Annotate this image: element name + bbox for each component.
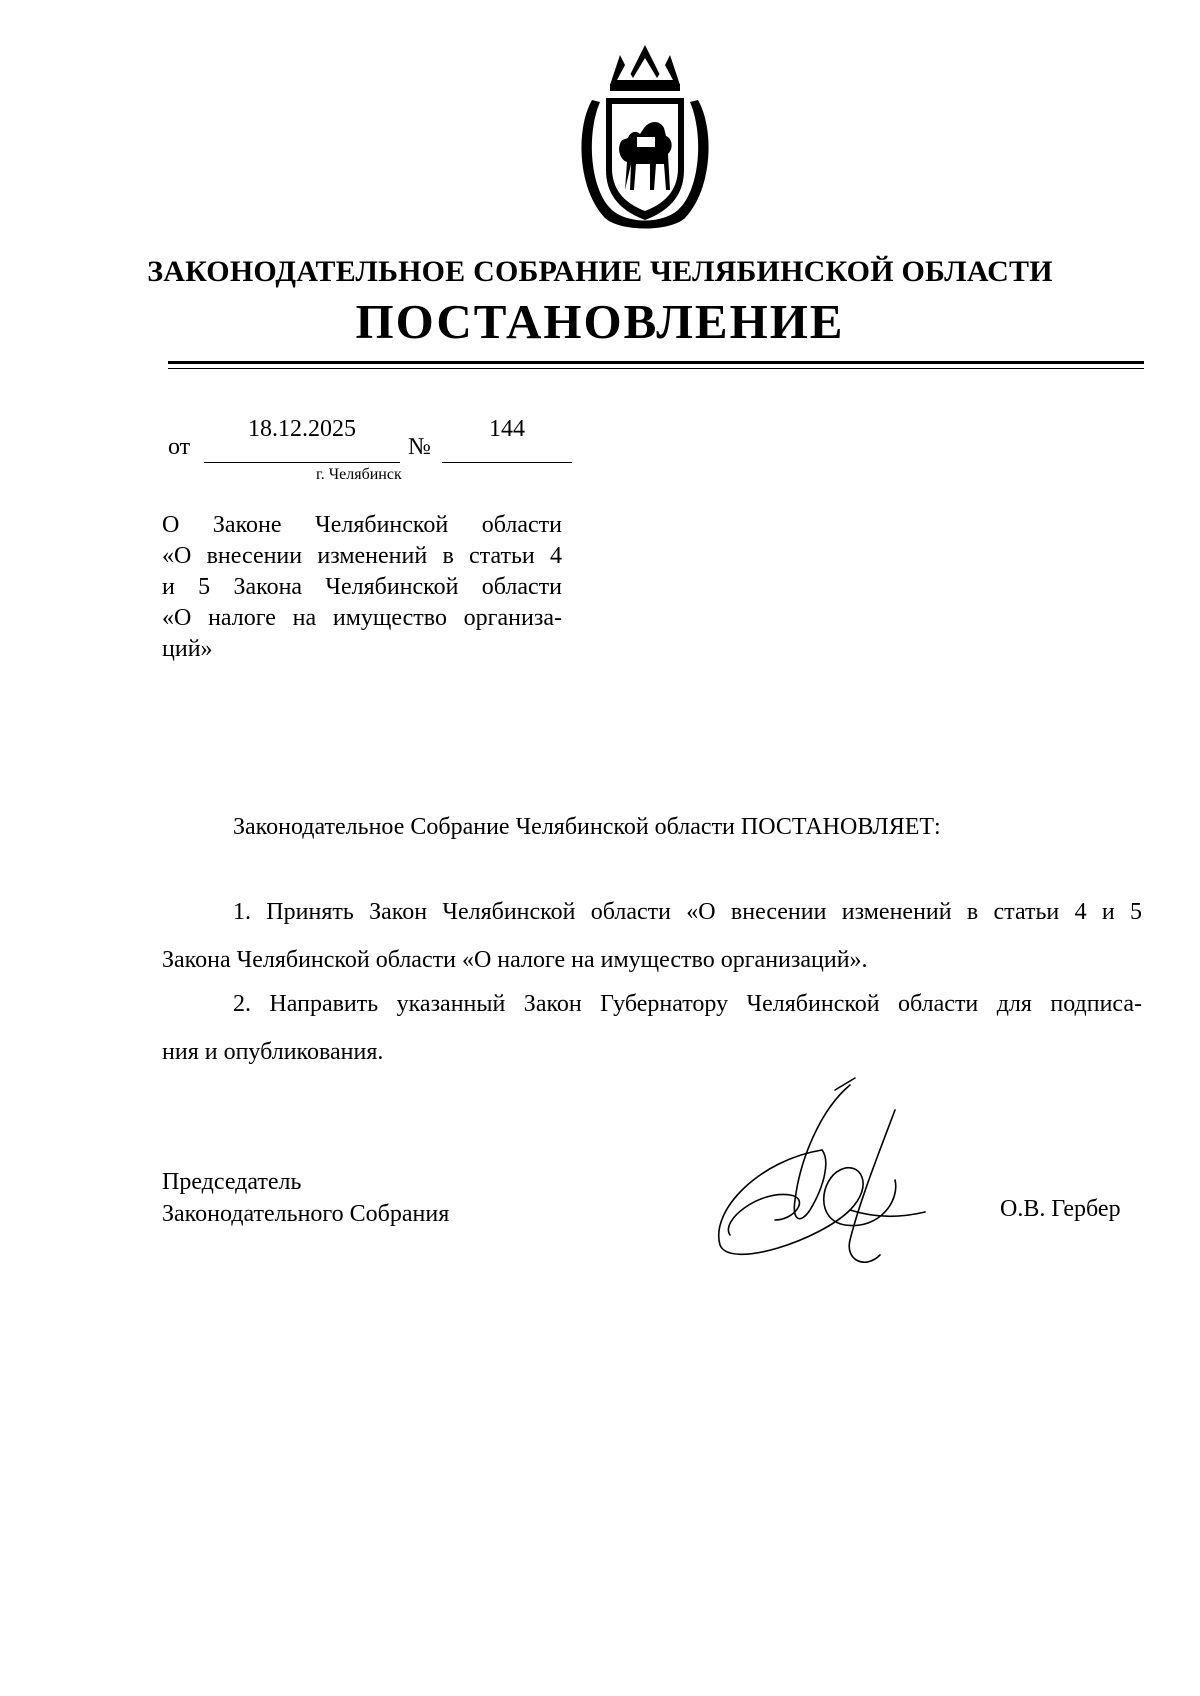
signatory-name: О.В. Гербер	[1000, 1196, 1121, 1222]
subject-line: ций»	[162, 636, 213, 662]
document-type-heading: ПОСТАНОВЛЕНИЕ	[355, 294, 845, 349]
organization-title: ЗАКОНОДАТЕЛЬНОЕ СОБРАНИЕ ЧЕЛЯБИНСКОЙ ОБЛАСТИ	[147, 255, 1053, 288]
number-underline	[442, 462, 572, 463]
header-rule-thick	[168, 361, 1144, 364]
date-prefix: от	[168, 434, 191, 460]
subject-line: О Законе Челябинской области	[162, 512, 562, 538]
decree-item-text: 1. Принять Закон Челябинской области «О внесении изменений в статьи 4 и 5	[233, 899, 1142, 925]
handwritten-signature	[700, 1070, 990, 1280]
header-rule-thin	[168, 368, 1144, 369]
decree-item-1	[162, 888, 1142, 984]
chelyabinsk-coat-of-arms-icon	[570, 40, 720, 240]
signatory-title-line: Законодательного Собрания	[162, 1201, 450, 1227]
signatory-title-line: Председатель	[162, 1169, 302, 1195]
subject-line: «О внесении изменений в статьи 4	[162, 543, 562, 569]
city: г. Челябинск	[316, 466, 402, 483]
subject-line: «О налоге на имущество организа-	[162, 605, 562, 631]
number-prefix: №	[408, 434, 431, 460]
document-subject	[162, 510, 562, 665]
subject-line: и 5 Закона Челябинской области	[162, 574, 562, 600]
decree-item-text: 2. Направить указанный Закон Губернатору Челябинской области для подписа-	[233, 991, 1142, 1017]
document-date: 18.12.2025	[248, 416, 356, 442]
decree-item-2	[162, 980, 1142, 1076]
decree-item-text: Закона Челябинской области «О налоге на имущество организаций».	[162, 947, 868, 973]
decree-item-text: ния и опубликования.	[162, 1039, 384, 1065]
signatory-title	[162, 1166, 449, 1230]
date-underline	[204, 462, 400, 463]
decree-intro: Законодательное Собрание Челябинской области ПОСТАНОВЛЯЕТ:	[233, 814, 941, 840]
document-number: 144	[489, 416, 525, 442]
